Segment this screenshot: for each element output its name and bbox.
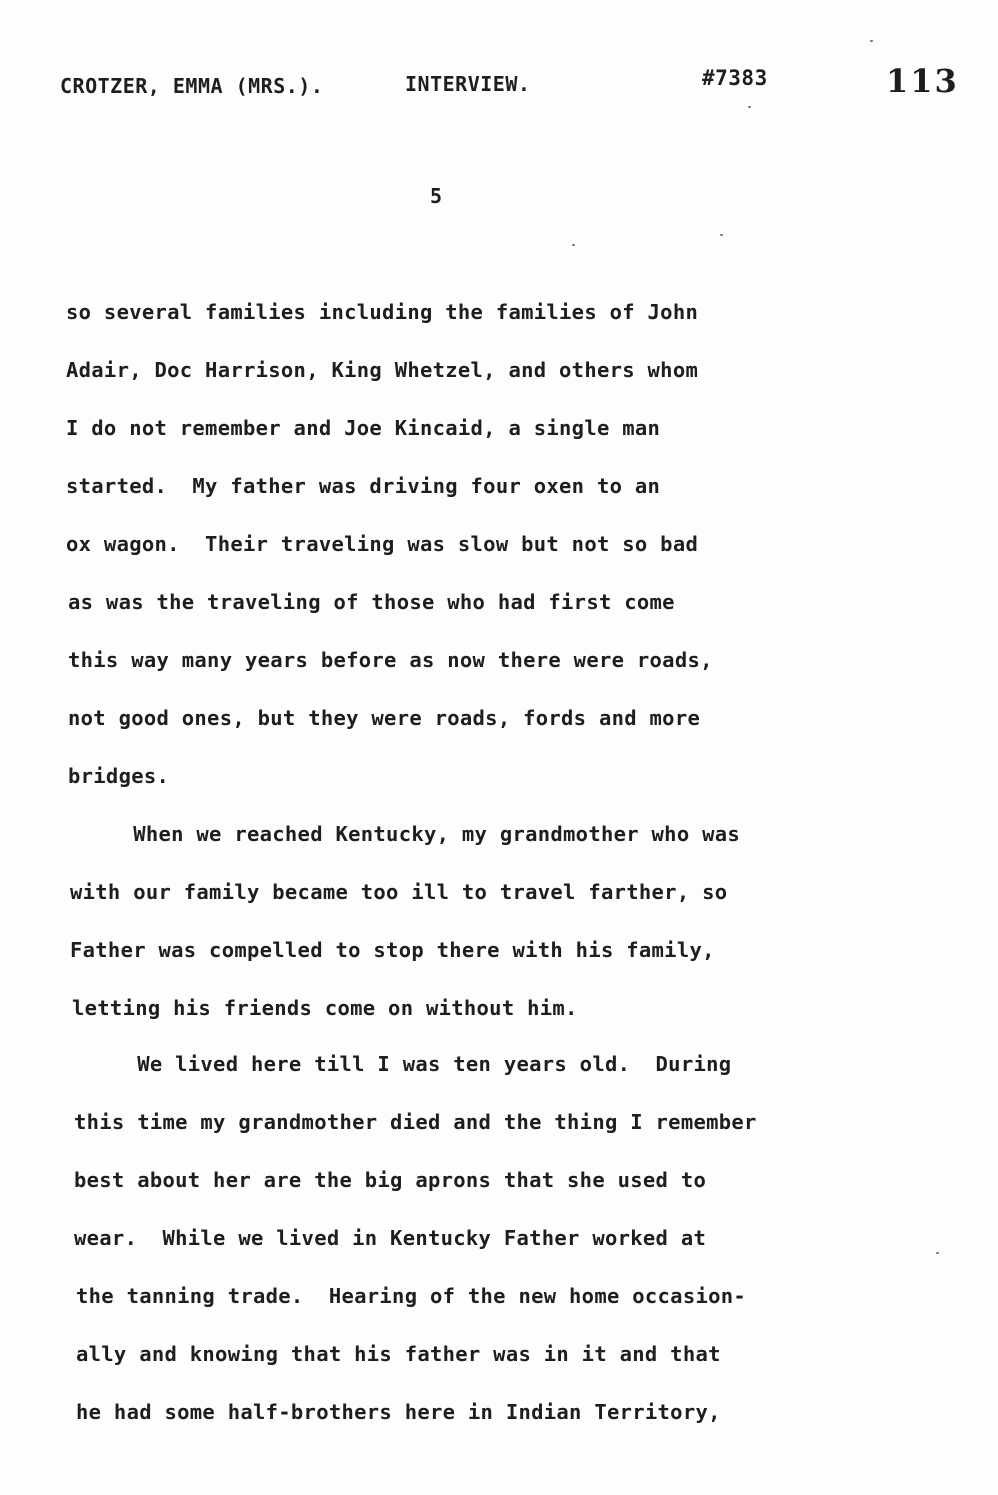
text-line: the tanning trade. Hearing of the new home occasion- xyxy=(76,1284,747,1308)
document-number: #7383 xyxy=(702,66,768,90)
text-line: letting his friends come on without him. xyxy=(72,996,578,1020)
page-number: 5 xyxy=(430,184,443,208)
paper-speck xyxy=(936,1252,939,1254)
page-header xyxy=(60,62,960,110)
document-type: INTERVIEW. xyxy=(405,72,531,96)
paper-speck xyxy=(720,234,723,236)
text-line: as was the traveling of those who had first come xyxy=(68,590,675,614)
text-line: Adair, Doc Harrison, King Whetzel, and others whom xyxy=(66,358,699,382)
paper-speck xyxy=(748,106,751,108)
text-line: best about her are the big aprons that she used to xyxy=(74,1168,707,1192)
text-line: We lived here till I was ten years old. During xyxy=(74,1052,732,1076)
paper-speck xyxy=(870,40,873,42)
text-line: with our family became too ill to travel farther, so xyxy=(70,880,728,904)
text-line: started. My father was driving four oxen to an xyxy=(66,474,661,498)
text-line: bridges. xyxy=(68,764,170,788)
folio-number: 113 xyxy=(886,62,959,100)
text-line: I do not remember and Joe Kincaid, a single man xyxy=(66,416,661,440)
text-line: When we reached Kentucky, my grandmother who was xyxy=(70,822,741,846)
text-line: this time my grandmother died and the thing I remember xyxy=(74,1110,757,1134)
text-line: so several families including the families of John xyxy=(66,300,699,324)
text-line: he had some half-brothers here in Indian Territory, xyxy=(76,1400,721,1424)
text-line: ally and knowing that his father was in it and that xyxy=(76,1342,721,1366)
text-line: Father was compelled to stop there with his family, xyxy=(70,938,715,962)
text-line: not good ones, but they were roads, fords and more xyxy=(68,706,701,730)
text-line: wear. While we lived in Kentucky Father worked at xyxy=(74,1226,707,1250)
text-line: ox wagon. Their traveling was slow but not so bad xyxy=(66,532,699,556)
text-line: this way many years before as now there were roads, xyxy=(68,648,713,672)
interviewee-name: CROTZER, EMMA (MRS.). xyxy=(60,74,324,98)
paper-speck xyxy=(572,244,575,246)
